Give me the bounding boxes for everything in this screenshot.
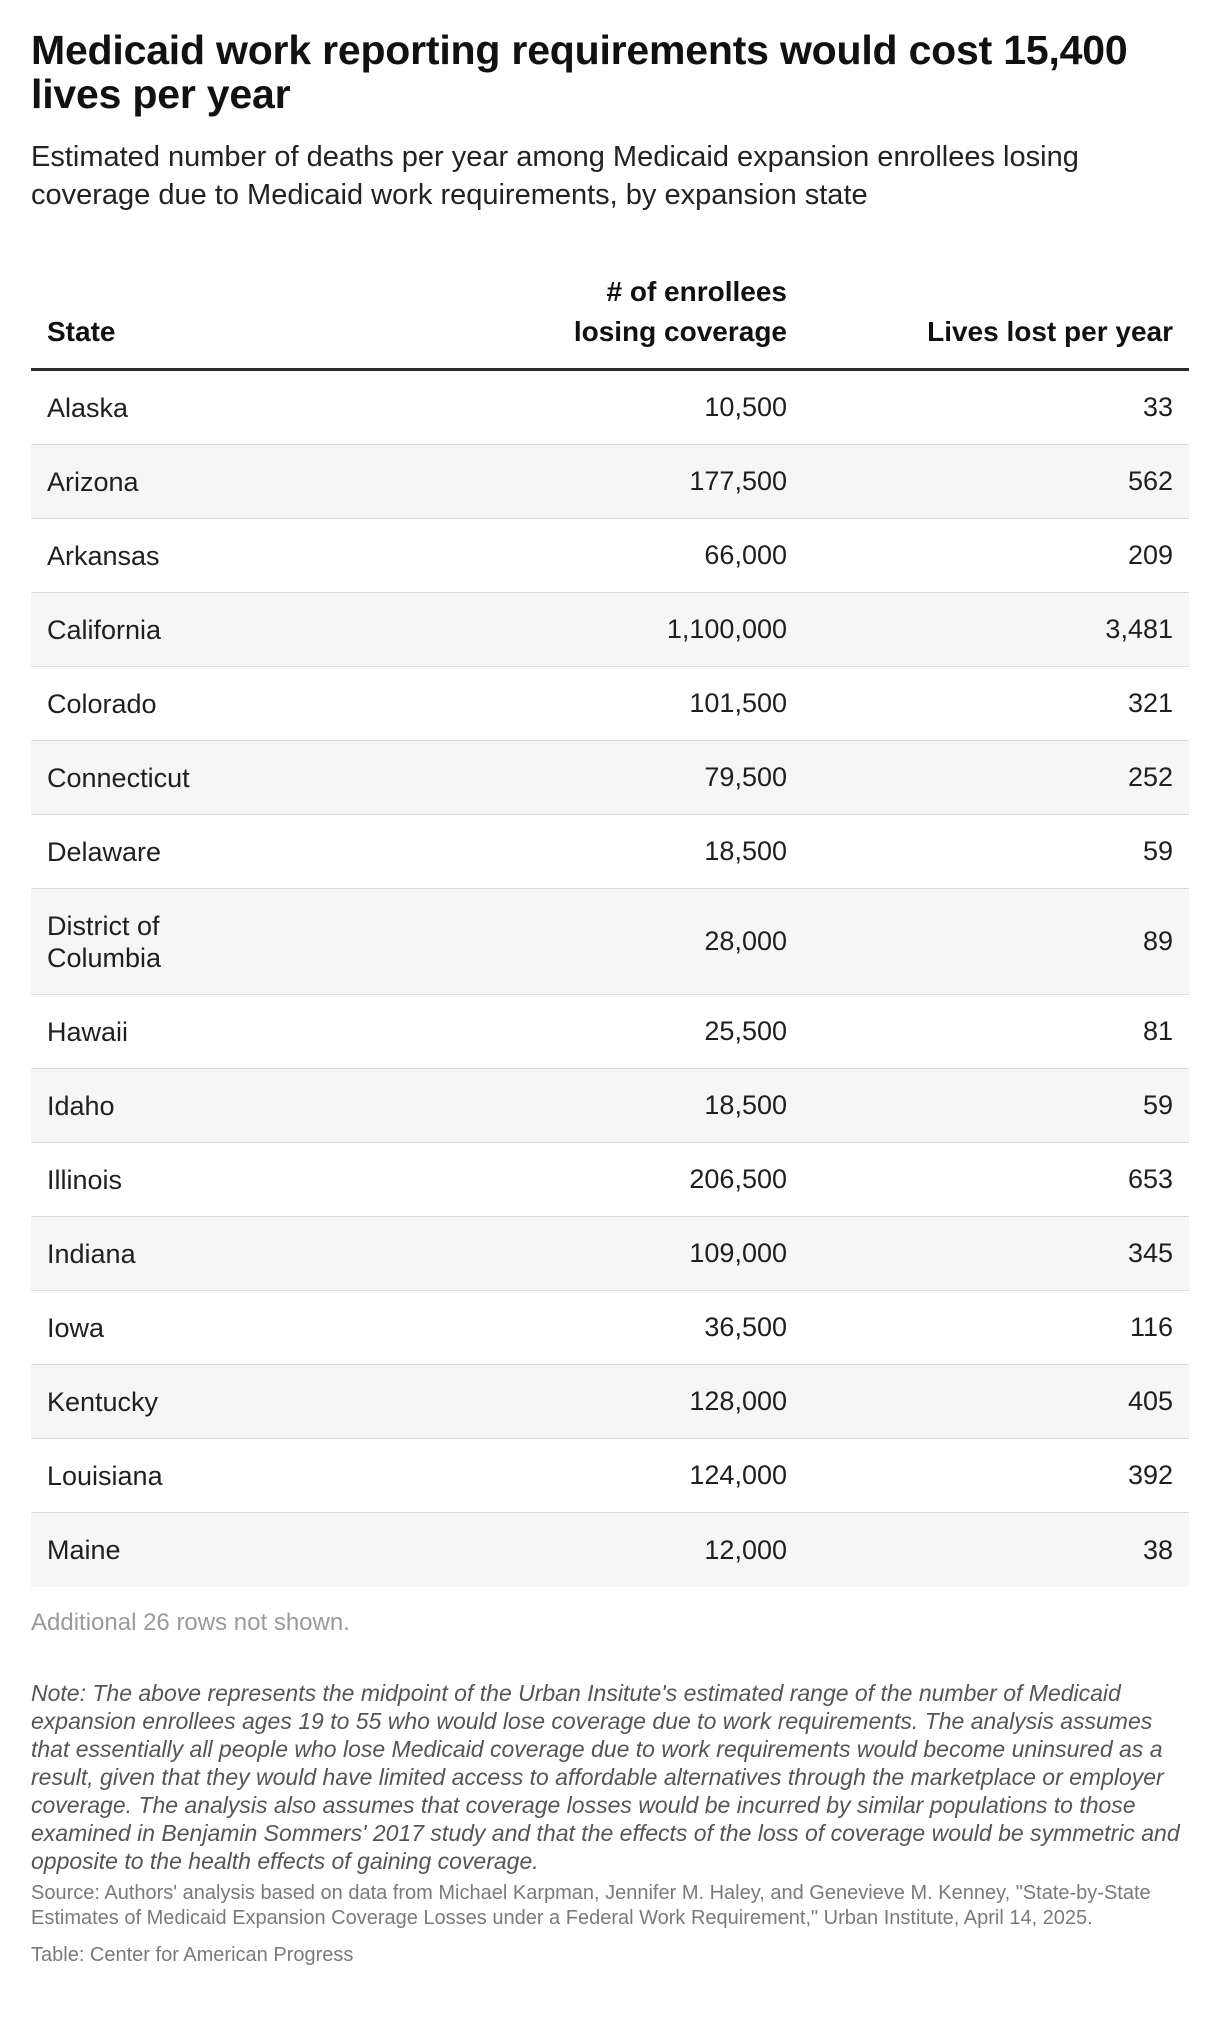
chart-subtitle: Estimated number of deaths per year among Medicaid expansion enrollees losing coverage due to Medicaid work requirements, by expansion state bbox=[31, 141, 1079, 211]
cell-lives-lost: 89 bbox=[1142, 926, 1173, 956]
column-header-lives-lost[interactable]: Lives lost per year bbox=[927, 316, 1173, 347]
cell-enrollees: 36,500 bbox=[704, 1312, 787, 1342]
data-table bbox=[31, 264, 1189, 1587]
cell-state: Iowa bbox=[47, 1312, 105, 1343]
cell-lives-lost: 653 bbox=[1127, 1164, 1173, 1194]
cell-enrollees: 18,500 bbox=[704, 836, 787, 866]
cell-state: Kentucky bbox=[47, 1386, 159, 1417]
table-row bbox=[31, 371, 1189, 445]
cell-enrollees: 206,500 bbox=[689, 1164, 787, 1194]
cell-lives-lost: 392 bbox=[1127, 1460, 1173, 1490]
cell-lives-lost: 252 bbox=[1127, 762, 1173, 792]
chart-title: Medicaid work reporting requirements would cost 15,400 lives per year bbox=[31, 27, 1128, 117]
table-row bbox=[31, 815, 1189, 889]
cell-enrollees: 79,500 bbox=[704, 762, 787, 792]
cell-enrollees: 109,000 bbox=[689, 1238, 787, 1268]
cell-enrollees: 28,000 bbox=[704, 926, 787, 956]
rows-not-shown-note: Additional 26 rows not shown. bbox=[31, 1609, 350, 1636]
cell-enrollees: 128,000 bbox=[689, 1386, 787, 1416]
cell-enrollees: 66,000 bbox=[704, 540, 787, 570]
table-row bbox=[31, 1291, 1189, 1365]
cell-lives-lost: 3,481 bbox=[1105, 614, 1173, 644]
table-row bbox=[31, 1069, 1189, 1143]
cell-lives-lost: 33 bbox=[1142, 392, 1173, 422]
table-row bbox=[31, 667, 1189, 741]
table-credit: Table: Center for American Progress bbox=[31, 1944, 354, 1966]
cell-state: California bbox=[47, 614, 162, 645]
source-note: Source: Authors' analysis based on data from Michael Karpman, Jennifer M. Haley, and Genevieve M. Kenney, "State-by-State Estimates of Medicaid Expansion Coverage Losses under a Federal Work Requirement," Urban Institute, April 14, 2025. bbox=[31, 1882, 1151, 1929]
cell-state: Idaho bbox=[47, 1090, 115, 1121]
cell-enrollees: 101,500 bbox=[689, 688, 787, 718]
cell-lives-lost: 209 bbox=[1127, 540, 1173, 570]
cell-state: District of Columbia bbox=[47, 910, 162, 973]
cell-state: Illinois bbox=[47, 1164, 123, 1195]
cell-lives-lost: 38 bbox=[1142, 1534, 1173, 1565]
cell-lives-lost: 81 bbox=[1142, 1016, 1173, 1046]
cell-state: Indiana bbox=[47, 1238, 136, 1269]
cell-state: Colorado bbox=[47, 688, 157, 719]
cell-lives-lost: 116 bbox=[1129, 1312, 1173, 1342]
cell-enrollees: 25,500 bbox=[704, 1016, 787, 1046]
cell-lives-lost: 562 bbox=[1127, 466, 1173, 496]
table-row bbox=[31, 593, 1189, 667]
table-header-row bbox=[31, 264, 1189, 371]
cell-lives-lost: 59 bbox=[1142, 1090, 1173, 1120]
cell-state: Arkansas bbox=[47, 540, 160, 571]
column-header-state[interactable]: State bbox=[47, 316, 116, 347]
table-row bbox=[31, 1143, 1189, 1217]
cell-lives-lost: 405 bbox=[1127, 1386, 1173, 1416]
methodology-note: Note: The above represents the midpoint of the Urban Insitute's estimated range of the number of Medicaid expansion enrollees ages 19 to 55 who would lose coverage due to work requirements. The analysis assumes that essentially all people who lose Medicaid coverage due to work requirements would become uninsured as a result, given that they would have limited access to affordable alternatives through the marketplace or employer coverage. The analysis also assumes that coverage losses would be incurred by similar populations to those examined in Benjamin Sommers' 2017 study and that the effects of the loss of coverage would be symmetric and opposite to the health effects of gaining coverage. bbox=[31, 1680, 1180, 1874]
cell-lives-lost: 321 bbox=[1127, 688, 1173, 718]
table-row bbox=[31, 741, 1189, 815]
table-row bbox=[31, 445, 1189, 519]
cell-state: Connecticut bbox=[47, 762, 190, 793]
cell-enrollees: 12,000 bbox=[704, 1534, 787, 1565]
table-row bbox=[31, 995, 1189, 1069]
cell-lives-lost: 59 bbox=[1142, 836, 1173, 866]
table-row bbox=[31, 519, 1189, 593]
cell-enrollees: 1,100,000 bbox=[666, 614, 787, 644]
cell-state: Hawaii bbox=[47, 1016, 129, 1047]
table-row bbox=[31, 889, 1189, 995]
table-row bbox=[31, 1365, 1189, 1439]
column-header-enrollees[interactable]: # of enrollees losing coverage bbox=[573, 276, 787, 347]
table-body bbox=[31, 371, 1189, 1587]
cell-lives-lost: 345 bbox=[1127, 1238, 1173, 1268]
cell-enrollees: 177,500 bbox=[689, 466, 787, 496]
cell-enrollees: 10,500 bbox=[704, 392, 787, 422]
cell-state: Arizona bbox=[47, 466, 139, 497]
table-row bbox=[31, 1439, 1189, 1513]
cell-state: Alaska bbox=[47, 392, 129, 423]
cell-state: Maine bbox=[47, 1535, 121, 1565]
table-row bbox=[31, 1217, 1189, 1291]
table-row bbox=[31, 1513, 1189, 1587]
cell-state: Louisiana bbox=[47, 1460, 163, 1491]
cell-enrollees: 124,000 bbox=[689, 1460, 787, 1490]
cell-state: Delaware bbox=[47, 836, 162, 867]
cell-enrollees: 18,500 bbox=[704, 1090, 787, 1120]
